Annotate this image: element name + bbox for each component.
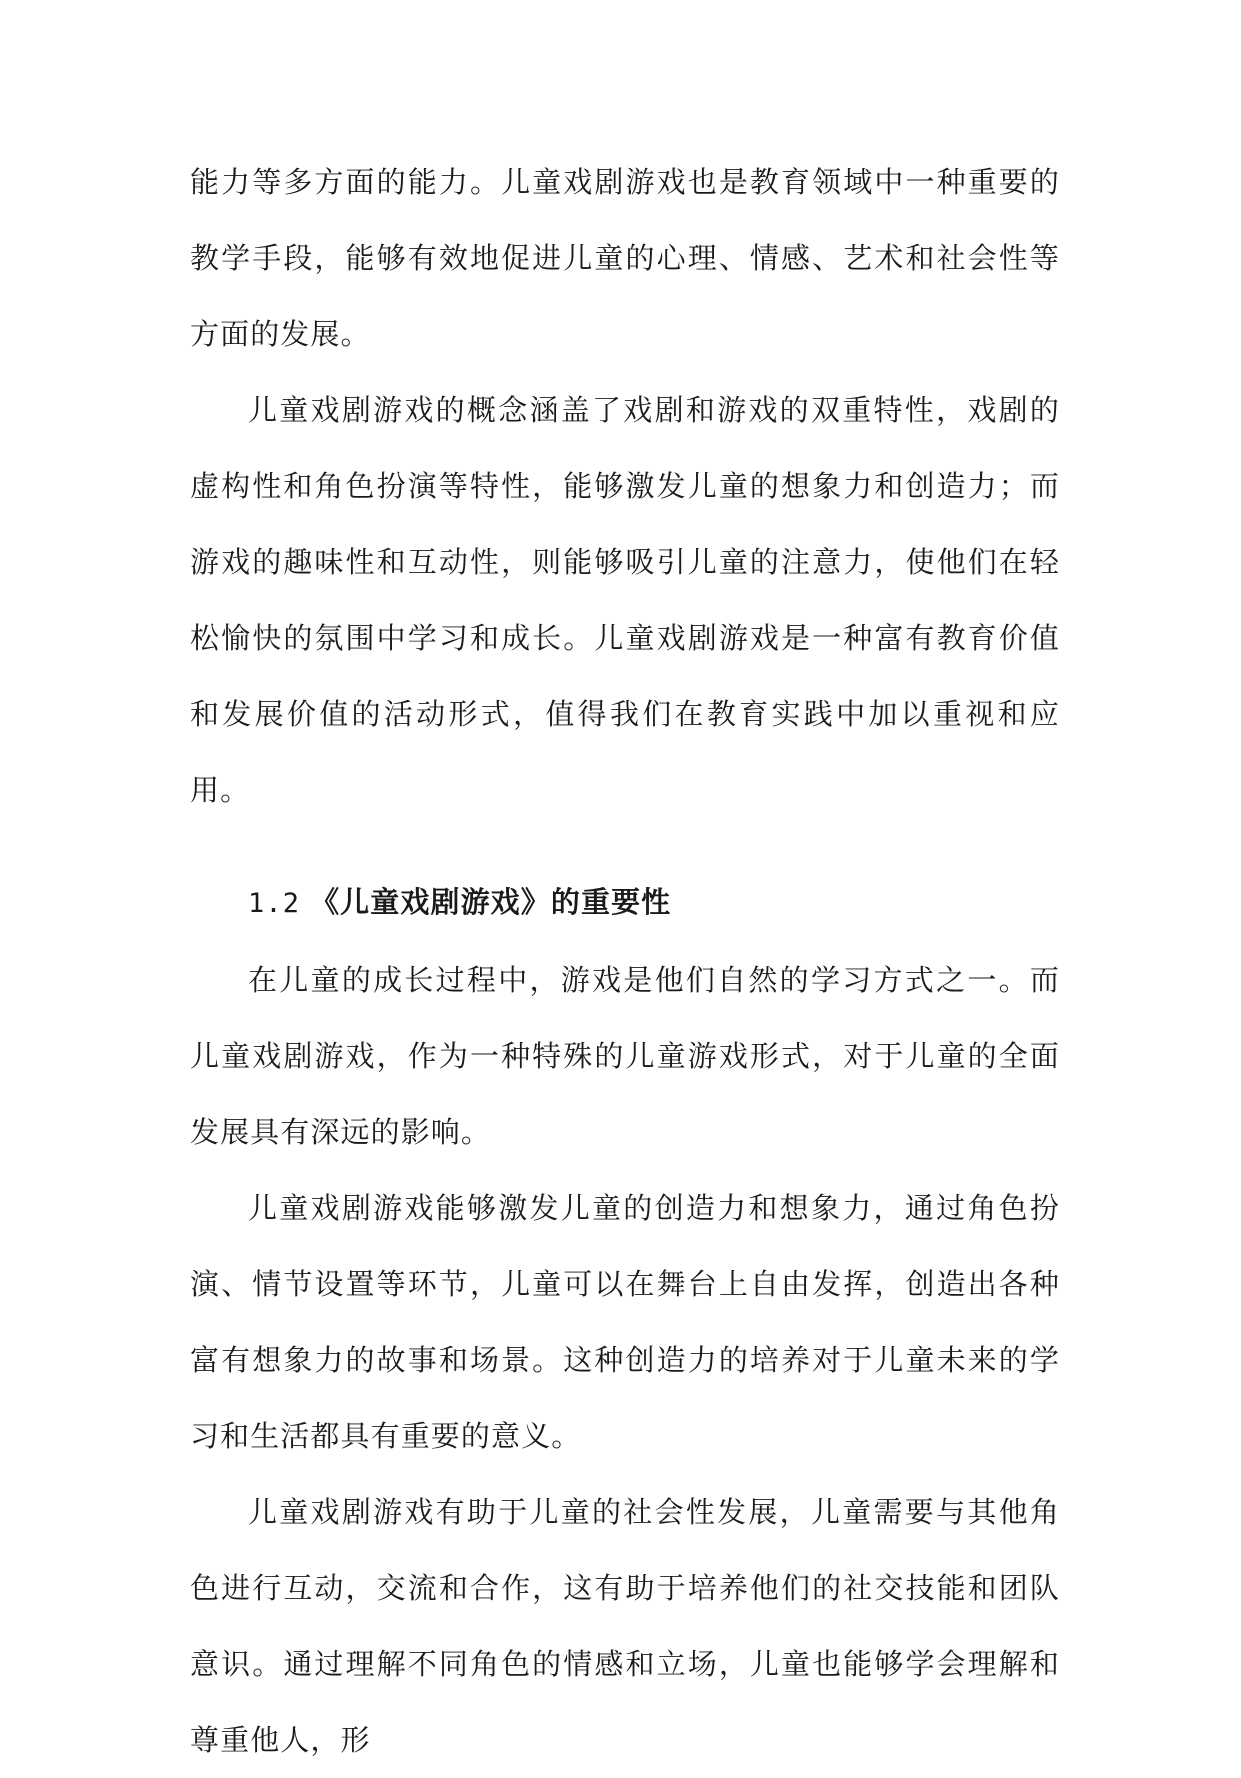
document-body <box>190 144 1060 1778</box>
section-number: 1.2 <box>248 888 301 919</box>
paragraph-importance-intro: 在儿童的成长过程中，游戏是他们自然的学习方式之一。而儿童戏剧游戏，作为一种特殊的儿童游戏形式，对于儿童的全面发展具有深远的影响。 <box>190 963 1060 1149</box>
paragraph-concept: 儿童戏剧游戏的概念涵盖了戏剧和游戏的双重特性，戏剧的虚构性和角色扮演等特性，能够激发儿童的想象力和创造力；而游戏的趣味性和互动性，则能够吸引儿童的注意力，使他们在轻松愉快的氛围中学习和成长。儿童戏剧游戏是一种富有教育价值和发展价值的活动形式，值得我们在教育实践中加以重视和应用。 <box>190 393 1060 807</box>
paragraph-creativity: 儿童戏剧游戏能够激发儿童的创造力和想象力，通过角色扮演、情节设置等环节，儿童可以在舞台上自由发挥，创造出各种富有想象力的故事和场景。这种创造力的培养对于儿童未来的学习和生活都具有重要的意义。 <box>190 1191 1060 1453</box>
section-title: 《儿童戏剧游戏》的重要性 <box>310 885 672 919</box>
paragraph-continuation: 能力等多方面的能力。儿童戏剧游戏也是教育领域中一种重要的教学手段，能够有效地促进儿童的心理、情感、艺术和社会性等方面的发展。 <box>190 165 1060 351</box>
section-heading <box>190 864 1060 942</box>
paragraph-social-development: 儿童戏剧游戏有助于儿童的社会性发展，儿童需要与其他角色进行互动，交流和合作，这有助于培养他们的社交技能和团队意识。通过理解不同角色的情感和立场，儿童也能够学会理解和尊重他人，形 <box>190 1495 1060 1757</box>
